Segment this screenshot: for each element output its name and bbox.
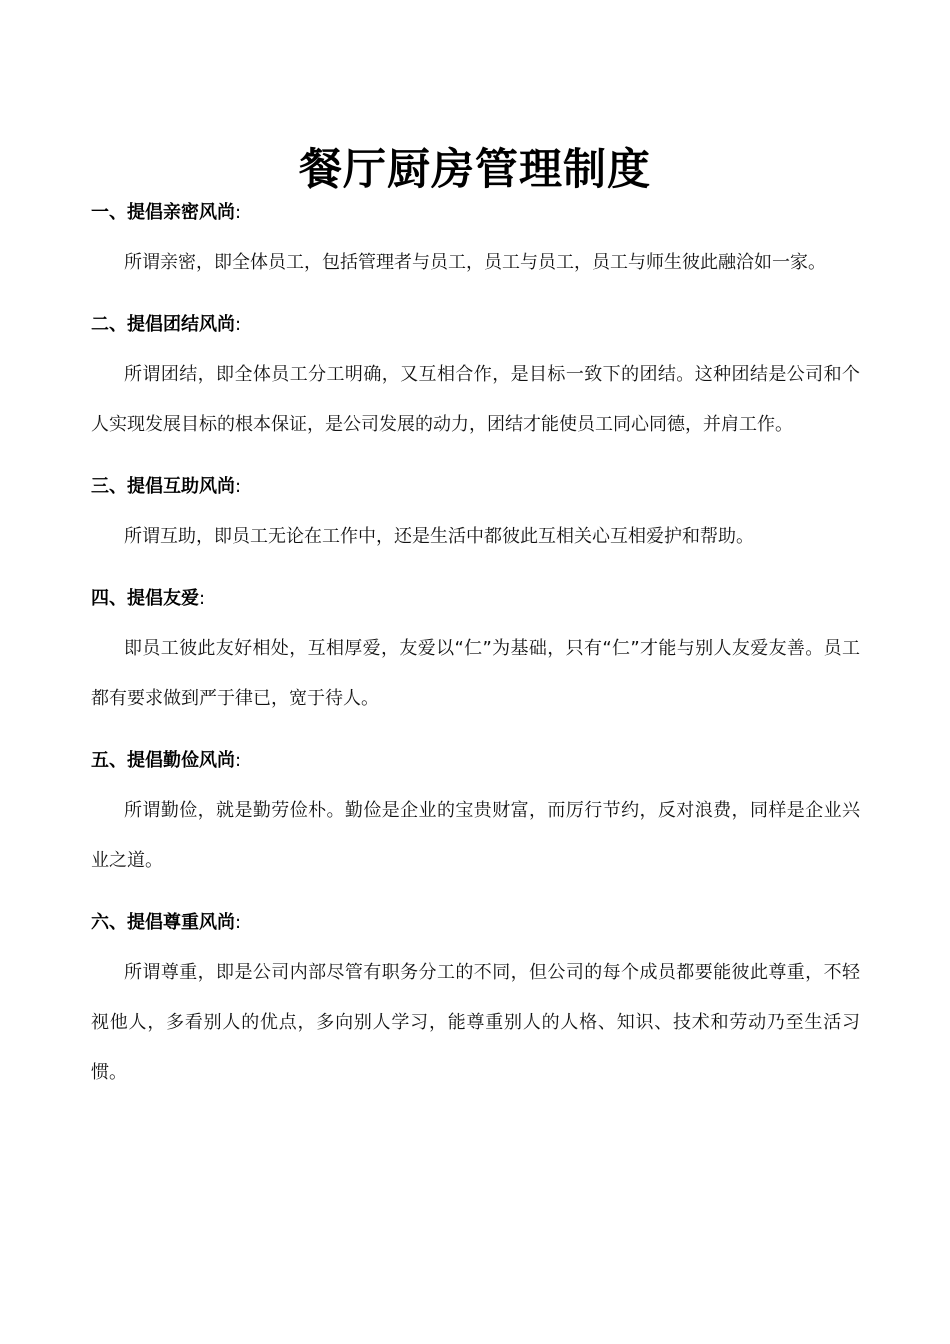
section-body: 所谓互助，即员工无论在工作中，还是生活中都彼此互相关心互相爱护和帮助。 [124, 526, 754, 547]
section-thrift [91, 747, 860, 886]
section-intimacy [91, 199, 860, 288]
document-content [91, 199, 860, 1121]
section-respect [91, 909, 860, 1098]
section-body: 所谓亲密，即全体员工，包括管理者与员工，员工与员工，员工与师生彼此融洽如一家。 [124, 252, 826, 273]
section-heading: 五、提倡勤俭风尚: [91, 750, 242, 771]
section-body: 所谓勤俭，就是勤劳俭朴。勤俭是企业的宝贵财富，而厉行节约，反对浪费，同样是企业兴业之道。 [91, 800, 860, 871]
document-title: 餐厅厨房管理制度 [299, 144, 651, 195]
section-heading: 一、提倡亲密风尚: [91, 202, 242, 223]
section-heading: 二、提倡团结风尚: [91, 314, 242, 335]
section-mutual-aid [91, 473, 860, 562]
section-body: 所谓尊重，即是公司内部尽管有职务分工的不同，但公司的每个成员都要能彼此尊重，不轻视他人，多看别人的优点，多向别人学习，能尊重别人的人格、知识、技术和劳动乃至生活习惯。 [91, 962, 860, 1083]
section-heading: 六、提倡尊重风尚: [91, 912, 242, 933]
section-heading: 三、提倡互助风尚: [91, 476, 242, 497]
section-friendship [91, 585, 860, 724]
section-unity [91, 311, 860, 450]
section-body: 即员工彼此友好相处，互相厚爱，友爱以“仁”为基础，只有“仁”才能与别人友爱友善。员工都有要求做到严于律已，宽于待人。 [91, 638, 860, 709]
section-heading: 四、提倡友爱: [91, 588, 206, 609]
section-body: 所谓团结，即全体员工分工明确，又互相合作，是目标一致下的团结。这种团结是公司和个人实现发展目标的根本保证，是公司发展的动力，团结才能使员工同心同德，并肩工作。 [91, 364, 860, 435]
